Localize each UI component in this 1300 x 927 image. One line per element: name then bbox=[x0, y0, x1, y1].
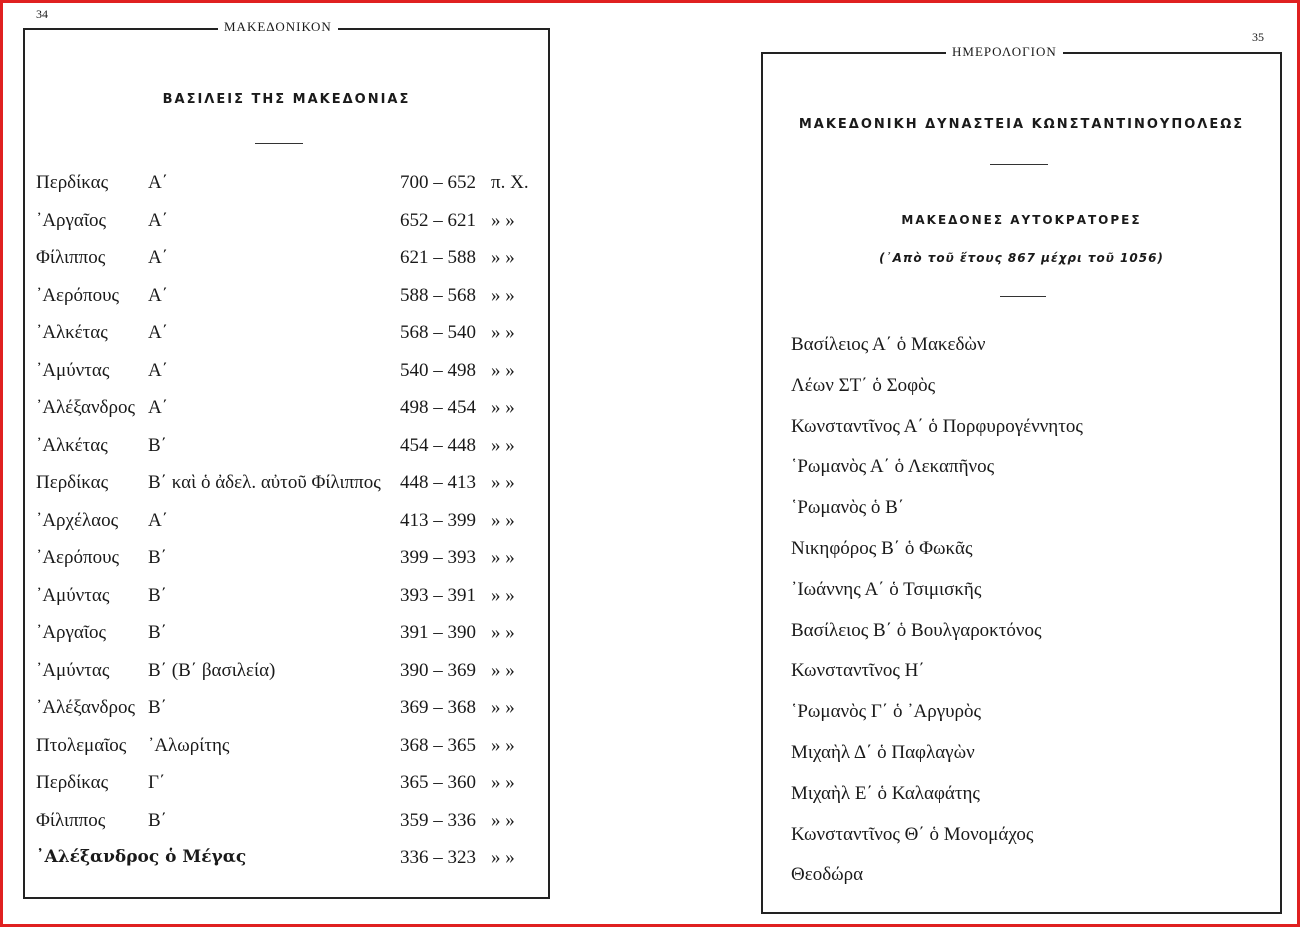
right-page-date-range: (᾿Απὸ τοῦ ἔτους 867 μέχρι τοῦ 1056) bbox=[879, 251, 1164, 265]
emperor-name: Κωνσταντῖνος Α΄ ὁ Πορφυρογέννητος bbox=[791, 415, 1083, 437]
era-suffix: » » bbox=[491, 622, 515, 643]
emperor-name: ᾿Ιωάννης Α΄ ὁ Τσιμισκῆς bbox=[791, 578, 982, 600]
king-name: ᾿Αερόπους bbox=[36, 284, 120, 306]
king-name: ᾿Αρχέλαος bbox=[36, 509, 119, 531]
emperor-name: Κωνσταντῖνος Η΄ bbox=[791, 660, 925, 682]
king-name: ᾿Αλέξανδρος ὁ Μέγας bbox=[36, 847, 247, 867]
king-ordinal: Β΄ bbox=[148, 697, 167, 718]
king-name: Πτολεμαῖος bbox=[36, 734, 127, 756]
reign-years: 390 – 369 bbox=[400, 659, 476, 681]
king-name: ᾿Αμύντας bbox=[36, 659, 110, 681]
era-suffix: » » bbox=[491, 734, 515, 756]
reign-years: 621 – 588 bbox=[400, 247, 476, 268]
emperor-name: Κωνσταντῖνος Θ΄ ὁ Μονομάχος bbox=[791, 823, 1034, 845]
king-ordinal: Α΄ bbox=[148, 509, 169, 531]
king-ordinal: Β΄ bbox=[148, 434, 167, 456]
reign-years: 454 – 448 bbox=[400, 434, 476, 456]
era-suffix: » » bbox=[491, 209, 515, 231]
right-page-title: ΜΑΚΕΔΟΝΙΚΗ ΔΥΝΑΣΤΕΙΑ ΚΩΝΣΤΑΝΤΙΝΟΥΠΟΛΕΩΣ bbox=[798, 117, 1245, 132]
era-suffix: » » bbox=[491, 847, 515, 868]
emperor-name: Μιχαὴλ Δ΄ ὁ Παφλαγὼν bbox=[791, 742, 975, 763]
emperor-name: Νικηφόρος Β΄ ὁ Φωκᾶς bbox=[791, 538, 973, 559]
reign-years: 368 – 365 bbox=[400, 734, 476, 756]
reign-years: 369 – 368 bbox=[400, 697, 476, 718]
king-name: ᾿Αερόπους bbox=[36, 547, 120, 568]
king-name: ᾿Αλέξανδρος bbox=[36, 397, 136, 418]
emperor-name: Θεοδώρα bbox=[791, 864, 864, 886]
king-name: Φίλιππος bbox=[36, 809, 106, 831]
king-ordinal: Γ΄ bbox=[148, 772, 166, 793]
era-suffix: » » bbox=[491, 284, 515, 306]
king-name: ᾿Αργαῖος bbox=[36, 209, 107, 231]
king-ordinal: Β΄ (Β΄ βασιλεία) bbox=[148, 659, 276, 681]
era-suffix: » » bbox=[491, 697, 515, 718]
king-ordinal: ᾿Αλωρίτης bbox=[148, 734, 230, 756]
right-page-number: 35 bbox=[1252, 30, 1264, 44]
king-ordinal: Α΄ bbox=[148, 359, 169, 381]
king-ordinal: Β΄ bbox=[148, 547, 167, 568]
king-ordinal: Α΄ bbox=[148, 397, 169, 418]
king-name: Περδίκας bbox=[36, 772, 109, 793]
era-suffix: » » bbox=[491, 809, 515, 831]
king-name: Περδίκας bbox=[36, 172, 109, 193]
reign-years: 399 – 393 bbox=[400, 547, 476, 568]
reign-years: 588 – 568 bbox=[400, 284, 476, 306]
king-name: ᾿Αλκέτας bbox=[36, 434, 108, 456]
king-ordinal: Α΄ bbox=[148, 172, 169, 193]
king-name: ᾿Αμύντας bbox=[36, 359, 110, 381]
reign-years: 652 – 621 bbox=[400, 209, 476, 231]
king-name: ᾿Αργαῖος bbox=[36, 622, 107, 643]
king-name: ᾿Αλέξανδρος bbox=[36, 697, 136, 718]
left-running-header: ΜΑΚΕΔΟΝΙΚΟΝ bbox=[218, 19, 338, 35]
king-ordinal: Α΄ bbox=[148, 284, 169, 306]
king-name: Περδίκας bbox=[36, 472, 109, 493]
king-ordinal: Α΄ bbox=[148, 247, 169, 268]
reign-years: 413 – 399 bbox=[400, 509, 476, 531]
king-name: Φίλιππος bbox=[36, 247, 106, 268]
king-name: ᾿Αλκέτας bbox=[36, 322, 108, 343]
era-suffix: » » bbox=[491, 322, 515, 343]
era-suffix: » » bbox=[491, 772, 515, 793]
right-running-header: ΗΜΕΡΟΛΟΓΙΟΝ bbox=[946, 44, 1063, 60]
emperor-name: Λέων ΣΤ΄ ὁ Σοφὸς bbox=[791, 374, 936, 396]
reign-years: 393 – 391 bbox=[400, 584, 476, 606]
reign-years: 391 – 390 bbox=[400, 622, 476, 643]
era-suffix: » » bbox=[491, 584, 515, 606]
reign-years: 336 – 323 bbox=[400, 847, 476, 868]
era-suffix: » » bbox=[491, 659, 515, 681]
king-ordinal: Β΄ καὶ ὁ ἀδελ. αὐτοῦ Φίλιππος bbox=[148, 472, 381, 493]
emperor-name: ῾Ρωμανὸς Α΄ ὁ Λεκαπῆνος bbox=[791, 456, 995, 478]
left-page-title: ΒΑΣΙΛΕΙΣ ΤΗΣ ΜΑΚΕΔΟΝΙΑΣ bbox=[162, 92, 411, 107]
era-suffix: » » bbox=[491, 472, 515, 493]
reign-years: 540 – 498 bbox=[400, 359, 476, 381]
reign-years: 448 – 413 bbox=[400, 472, 476, 493]
era-suffix: π. Χ. bbox=[491, 172, 529, 193]
era-suffix: » » bbox=[491, 547, 515, 568]
emperor-name: Βασίλειος Α΄ ὁ Μακεδὼν bbox=[791, 334, 986, 355]
reign-years: 700 – 652 bbox=[400, 172, 476, 193]
era-suffix: » » bbox=[491, 247, 515, 268]
king-ordinal: Α΄ bbox=[148, 209, 169, 231]
emperor-name: ῾Ρωμανὸς ὁ Β΄ bbox=[791, 497, 905, 519]
king-name: ᾿Αμύντας bbox=[36, 584, 110, 606]
reign-years: 359 – 336 bbox=[400, 809, 476, 831]
right-title-rule bbox=[990, 164, 1048, 165]
left-page-number: 34 bbox=[36, 7, 48, 21]
king-ordinal: Β΄ bbox=[148, 809, 167, 831]
emperor-name: ῾Ρωμανὸς Γ΄ ὁ ᾿Αργυρὸς bbox=[791, 701, 982, 723]
right-subtitle-rule bbox=[1000, 296, 1046, 297]
reign-years: 498 – 454 bbox=[400, 397, 476, 418]
era-suffix: » » bbox=[491, 359, 515, 381]
right-page-subtitle: ΜΑΚΕΔΟΝΕΣ ΑΥΤΟΚΡΑΤΟΡΕΣ bbox=[901, 213, 1142, 227]
king-ordinal: Β΄ bbox=[148, 622, 167, 643]
left-title-rule bbox=[255, 143, 303, 144]
era-suffix: » » bbox=[491, 397, 515, 418]
era-suffix: » » bbox=[491, 509, 515, 531]
emperor-name: Βασίλειος Β΄ ὁ Βουλγαροκτόνος bbox=[791, 619, 1042, 641]
reign-years: 365 – 360 bbox=[400, 772, 476, 793]
reign-years: 568 – 540 bbox=[400, 322, 476, 343]
king-ordinal: Β΄ bbox=[148, 584, 167, 606]
king-ordinal: Α΄ bbox=[148, 322, 169, 343]
left-page-frame bbox=[23, 28, 550, 899]
era-suffix: » » bbox=[491, 434, 515, 456]
emperor-name: Μιχαὴλ Ε΄ ὁ Καλαφάτης bbox=[791, 782, 980, 804]
